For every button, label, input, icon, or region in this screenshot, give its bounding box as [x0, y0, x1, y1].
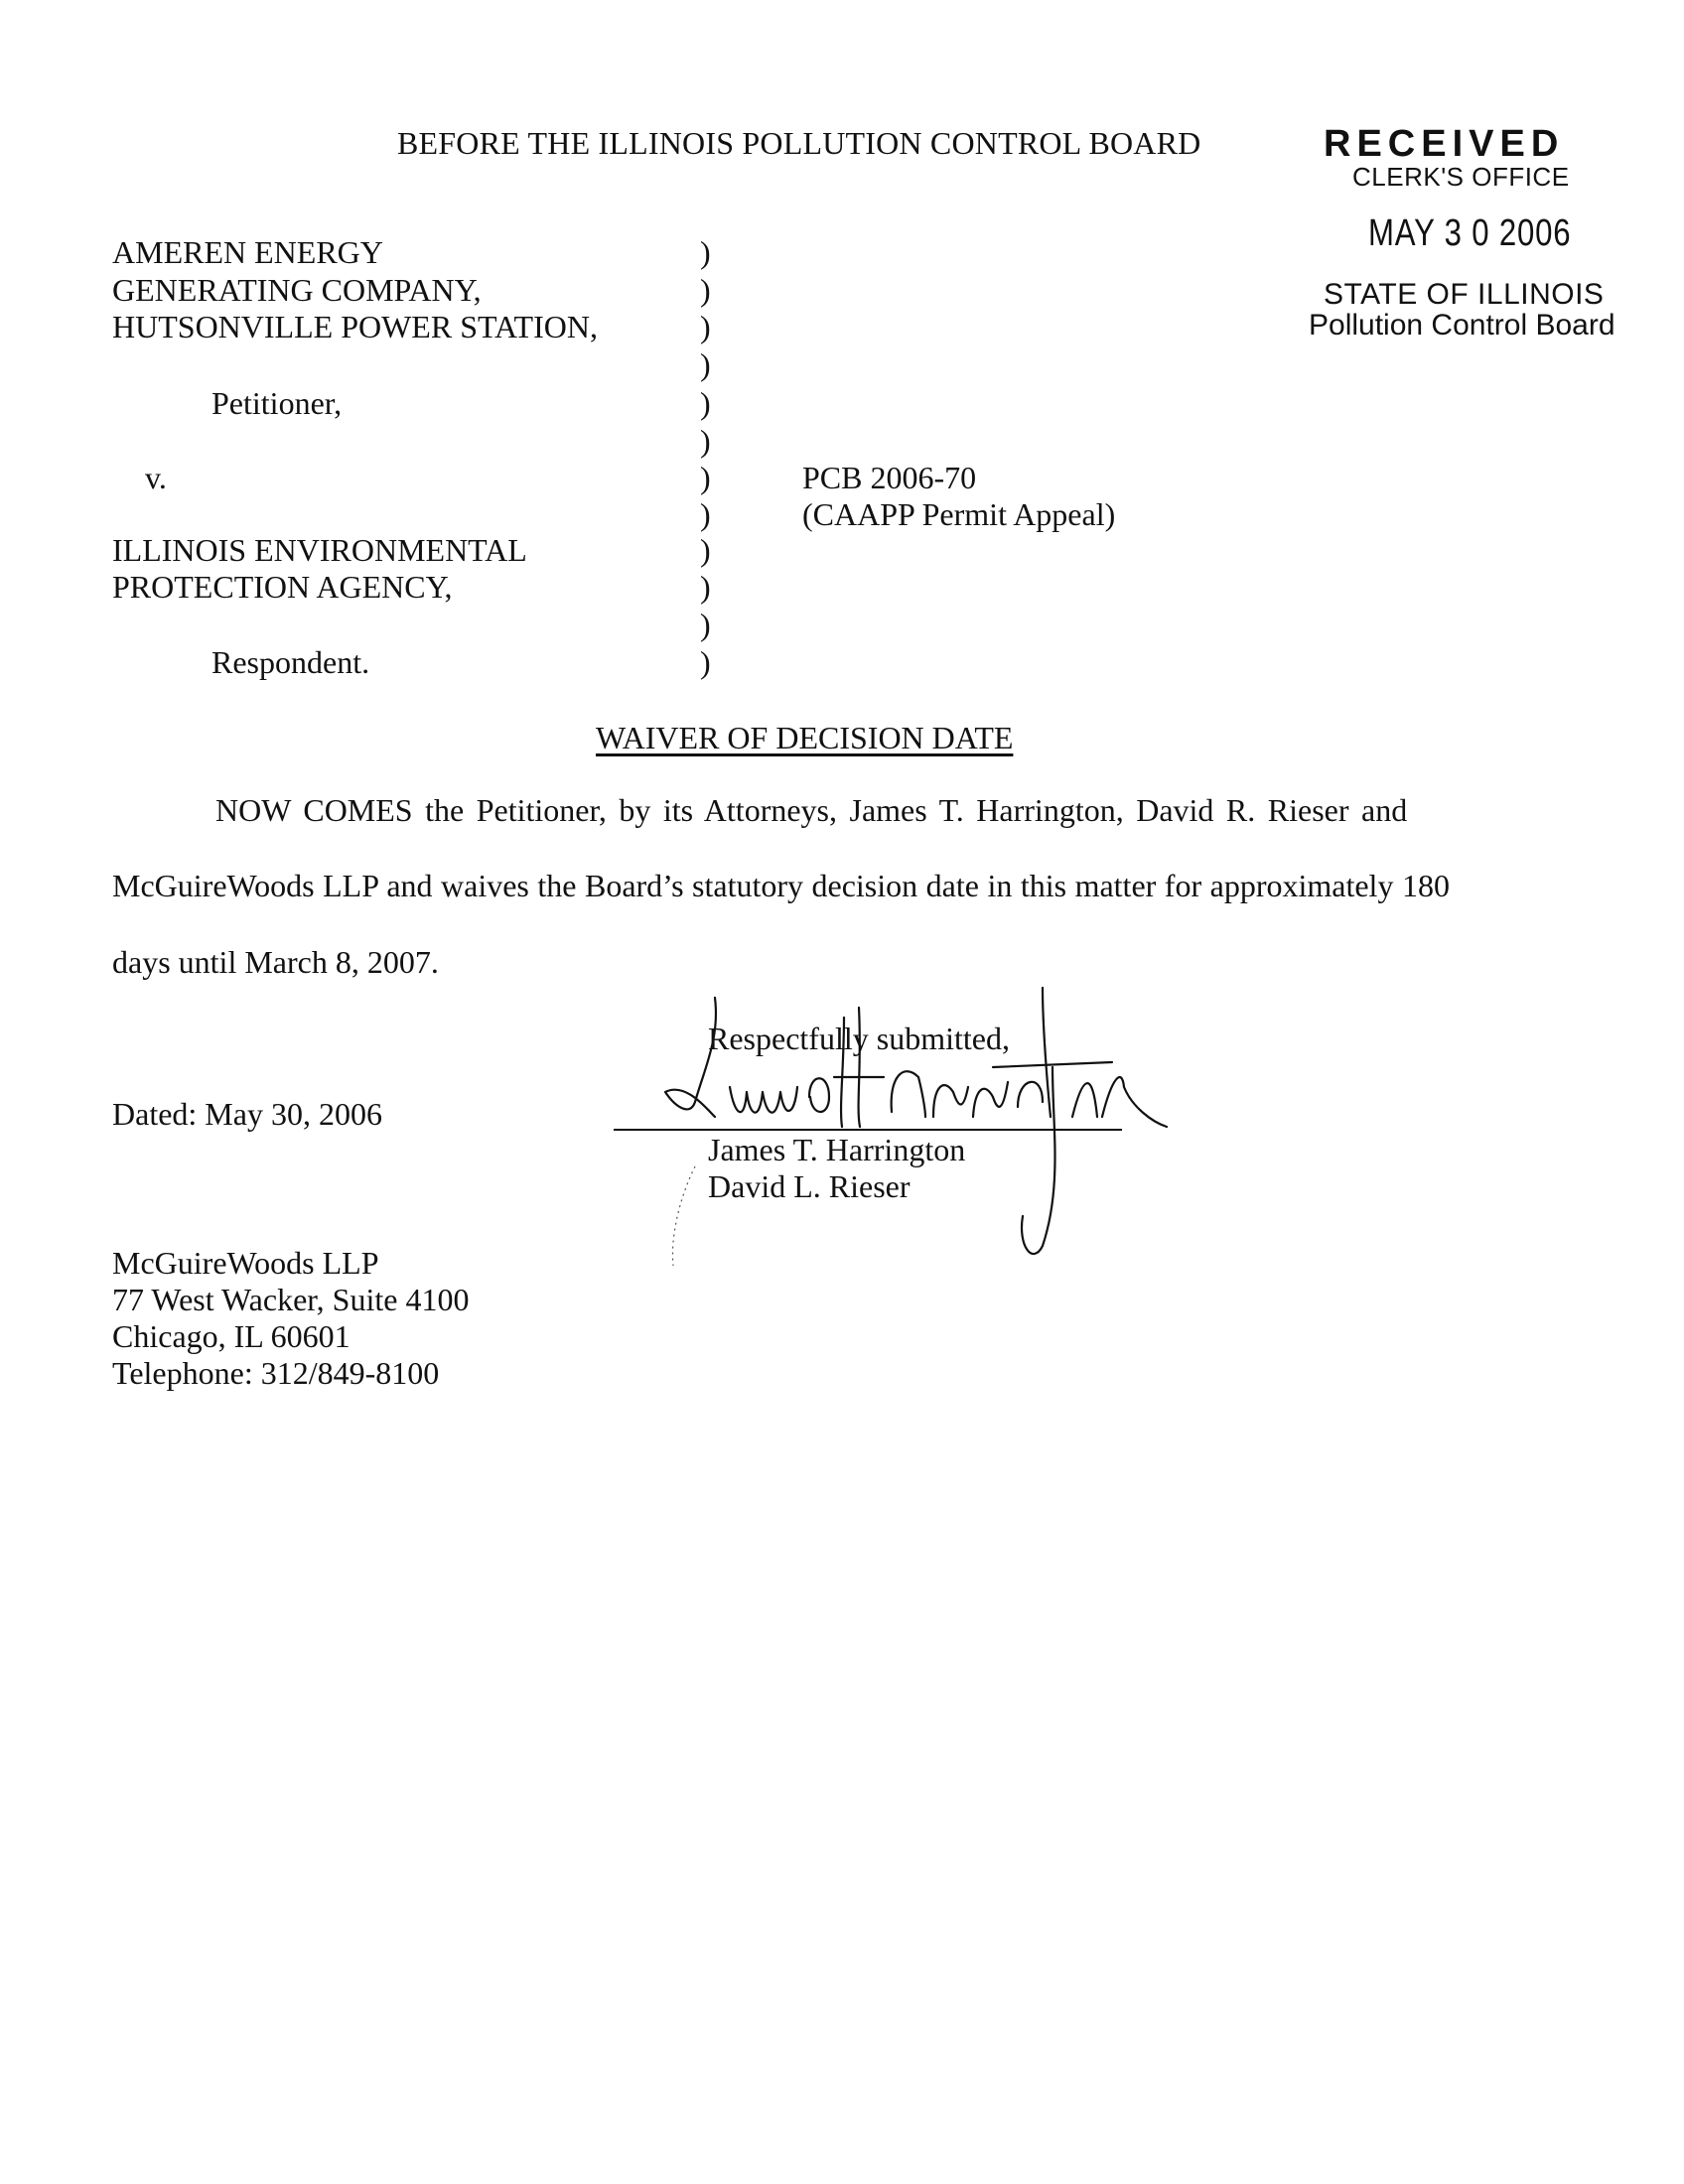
stamp-received: RECEIVED: [1324, 123, 1565, 165]
caption-paren: ): [700, 460, 711, 495]
case-type: (CAAPP Permit Appeal): [802, 496, 1116, 532]
caption-paren: ): [700, 272, 711, 308]
body-line-1: NOW COMES the Petitioner, by its Attorneys, James T. Harrington, David R. Rieser and: [215, 792, 1408, 828]
case-number: PCB 2006-70: [802, 460, 977, 495]
respondent-role: Respondent.: [211, 644, 370, 680]
versus: v.: [145, 460, 167, 495]
firm-address: 77 West Wacker, Suite 4100: [112, 1282, 470, 1317]
caption-paren: ): [700, 569, 711, 605]
petitioner-name-line: GENERATING COMPANY,: [112, 272, 482, 308]
document-title: WAIVER OF DECISION DATE: [596, 720, 1014, 755]
caption-paren: ): [700, 532, 711, 568]
stamp-state: STATE OF ILLINOIS: [1324, 278, 1605, 311]
court-title: BEFORE THE ILLINOIS POLLUTION CONTROL BOARD: [397, 125, 1201, 161]
caption-paren: ): [700, 644, 711, 680]
caption-paren: ): [700, 309, 711, 344]
stamp-clerk-office: CLERK'S OFFICE: [1352, 162, 1570, 192]
stamp-date: MAY 3 0 2006: [1368, 212, 1572, 254]
body-line-2: McGuireWoods LLP and waives the Board’s statutory decision date in this matter for approximately 180: [112, 868, 1450, 903]
firm-phone: Telephone: 312/849-8100: [112, 1355, 440, 1391]
caption-paren: ): [700, 234, 711, 270]
firm-city: Chicago, IL 60601: [112, 1318, 351, 1354]
dated: Dated: May 30, 2006: [112, 1096, 382, 1132]
handwritten-signature: [635, 968, 1271, 1266]
caption-paren: ): [700, 346, 711, 382]
caption-paren: ): [700, 385, 711, 421]
caption-paren: ): [700, 423, 711, 459]
body-line-3: days until March 8, 2007.: [112, 944, 439, 980]
signer-name: James T. Harrington: [708, 1132, 966, 1167]
petitioner-role: Petitioner,: [211, 385, 343, 421]
stamp-board: Pollution Control Board: [1309, 309, 1615, 341]
petitioner-name-line: HUTSONVILLE POWER STATION,: [112, 309, 598, 344]
respondent-name-line: PROTECTION AGENCY,: [112, 569, 453, 605]
firm-name: McGuireWoods LLP: [112, 1245, 379, 1281]
signer-name: David L. Rieser: [708, 1168, 911, 1204]
petitioner-name-line: AMEREN ENERGY: [112, 234, 383, 270]
respondent-name-line: ILLINOIS ENVIRONMENTAL: [112, 532, 527, 568]
caption-paren: ): [700, 496, 711, 532]
caption-paren: ): [700, 607, 711, 642]
respectfully-submitted: Respectfully submitted,: [708, 1021, 1010, 1056]
